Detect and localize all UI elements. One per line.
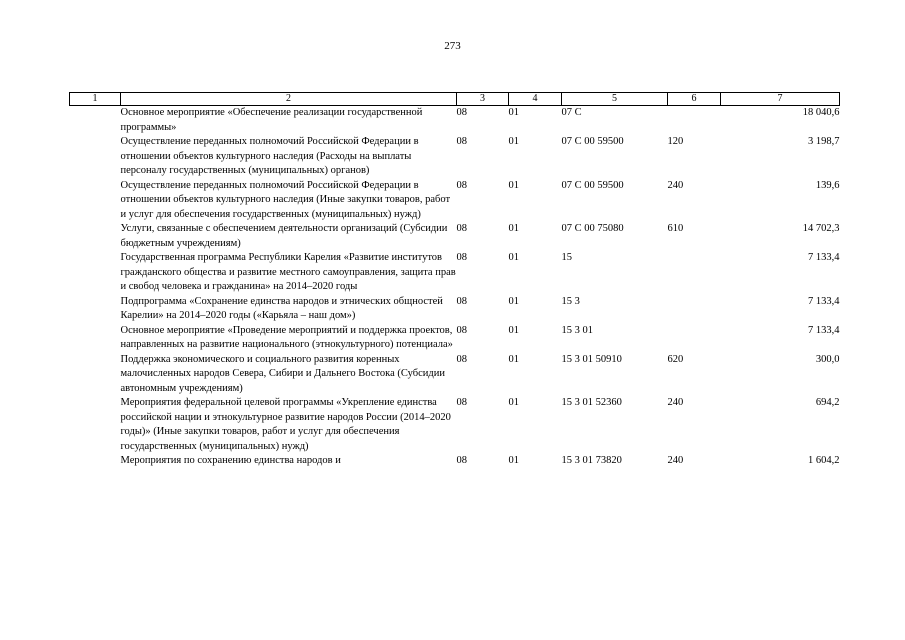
cell-expense-type: 610 xyxy=(667,223,684,234)
cell-empty xyxy=(70,135,121,179)
cell-empty xyxy=(70,353,121,397)
cell-section: 08 xyxy=(456,455,467,466)
table-row xyxy=(70,179,840,223)
table-row xyxy=(70,396,840,454)
cell-sum: 1 604,2 xyxy=(808,455,840,466)
table-row xyxy=(70,324,840,353)
cell-target-article: 15 3 01 52360 xyxy=(561,397,622,408)
cell-expense-type xyxy=(668,251,721,295)
cell-empty xyxy=(70,222,121,251)
column-header: 7 xyxy=(721,93,840,106)
table-row xyxy=(70,222,840,251)
cell-section: 08 xyxy=(456,353,467,365)
cell-expense-type: 240 xyxy=(667,455,684,466)
cell-expense-type: 620 xyxy=(667,353,684,365)
cell-empty xyxy=(70,251,121,295)
cell-target-article: 07 С 00 75080 xyxy=(561,223,624,234)
cell-sum: 18 040,6 xyxy=(802,107,840,118)
cell-target-article: 07 С 00 59500 xyxy=(561,179,624,191)
cell-name: Услуги, связанные с обеспечением деятельности организаций (Субсидии бюджетным учреждениям) xyxy=(120,223,448,249)
cell-empty xyxy=(70,324,121,353)
cell-name: Подпрограмма «Сохранение единства народов и этнических общностей Карелии» на 2014–2020 годы («Карьяла – наш дом») xyxy=(120,295,443,321)
table-row xyxy=(70,454,840,469)
cell-expense-type xyxy=(668,295,721,324)
cell-name: Мероприятия по сохранению единства народов и xyxy=(120,455,341,466)
table-row xyxy=(70,251,840,295)
cell-subsection: 01 xyxy=(508,324,519,336)
cell-section: 08 xyxy=(456,324,467,336)
column-header: 5 xyxy=(562,93,668,106)
cell-section: 08 xyxy=(456,179,467,191)
cell-subsection: 01 xyxy=(508,455,519,466)
cell-target-article: 15 3 01 73820 xyxy=(561,455,622,466)
cell-expense-type xyxy=(668,106,721,136)
column-header: 3 xyxy=(457,93,509,106)
cell-section: 08 xyxy=(456,136,467,147)
cell-empty xyxy=(70,106,121,136)
table-row xyxy=(70,353,840,397)
cell-name: Поддержка экономического и социального развития коренных малочисленных народов Севера, Сибири и Дальнего Востока (Субсидии автономным учреждениям) xyxy=(120,353,445,394)
cell-sum: 7 133,4 xyxy=(808,295,840,307)
cell-empty xyxy=(70,454,121,469)
cell-sum: 7 133,4 xyxy=(808,324,840,336)
cell-subsection: 01 xyxy=(508,107,519,118)
cell-sum: 7 133,4 xyxy=(808,252,840,263)
cell-expense-type: 240 xyxy=(667,179,684,191)
cell-name: Мероприятия федеральной целевой программы «Укрепление единства российской нации и этнокультурное развитие народов России (2014–2020 годы)» (Иные закупки товаров, работ и услуг для обеспечения государственных (муниципальных) нужд) xyxy=(120,397,451,452)
cell-subsection: 01 xyxy=(508,295,519,307)
cell-section: 08 xyxy=(456,223,467,234)
page-number: 273 xyxy=(444,40,461,52)
cell-name: Основное мероприятие «Обеспечение реализации государственной программы» xyxy=(120,107,423,133)
cell-target-article: 07 С xyxy=(561,107,582,118)
cell-section: 08 xyxy=(456,397,467,408)
cell-expense-type: 120 xyxy=(667,136,684,147)
cell-subsection: 01 xyxy=(508,179,519,191)
table-row xyxy=(70,135,840,179)
cell-subsection: 01 xyxy=(508,223,519,234)
column-header: 6 xyxy=(668,93,721,106)
cell-target-article: 15 3 xyxy=(561,295,580,307)
column-header: 4 xyxy=(509,93,562,106)
cell-expense-type xyxy=(668,324,721,353)
column-header: 1 xyxy=(70,93,121,106)
cell-subsection: 01 xyxy=(508,397,519,408)
cell-target-article: 15 3 01 50910 xyxy=(561,353,622,365)
cell-name: Государственная программа Республики Карелия «Развитие институтов гражданского общества и развитие местного самоуправления, защита прав и свобод человека и гражданина» на 2014–2020 годы xyxy=(120,252,456,292)
cell-target-article: 07 С 00 59500 xyxy=(561,136,624,147)
table-row xyxy=(70,106,840,136)
budget-table xyxy=(69,92,840,469)
cell-section: 08 xyxy=(456,295,467,307)
cell-sum: 14 702,3 xyxy=(802,223,840,234)
cell-section: 08 xyxy=(456,252,467,263)
cell-subsection: 01 xyxy=(508,252,519,263)
cell-sum: 300,0 xyxy=(815,353,840,365)
cell-expense-type: 240 xyxy=(667,397,684,408)
cell-sum: 694,2 xyxy=(815,397,840,408)
cell-subsection: 01 xyxy=(508,353,519,365)
cell-sum: 3 198,7 xyxy=(808,136,840,147)
cell-empty xyxy=(70,179,121,223)
cell-sum: 139,6 xyxy=(815,179,840,191)
cell-subsection: 01 xyxy=(508,136,519,147)
cell-target-article: 15 xyxy=(561,252,572,263)
column-header: 2 xyxy=(121,93,457,106)
cell-section: 08 xyxy=(456,107,467,118)
cell-name: Осуществление переданных полномочий Российской Федерации в отношении объектов культурного наследия (Расходы на выплаты персоналу государственных (муниципальных) органов) xyxy=(120,136,419,176)
table-row xyxy=(70,295,840,324)
cell-name: Основное мероприятие «Проведение мероприятий и поддержка проектов, направленных на развитие национального (этнокультурного) потенциала» xyxy=(120,324,453,350)
table-header-row xyxy=(70,93,840,106)
cell-empty xyxy=(70,295,121,324)
cell-target-article: 15 3 01 xyxy=(561,324,593,336)
cell-empty xyxy=(70,396,121,454)
cell-name: Осуществление переданных полномочий Российской Федерации в отношении объектов культурного наследия (Иные закупки товаров, работ и услуг для обеспечения государственных (муниципальных) нужд) xyxy=(120,179,451,220)
